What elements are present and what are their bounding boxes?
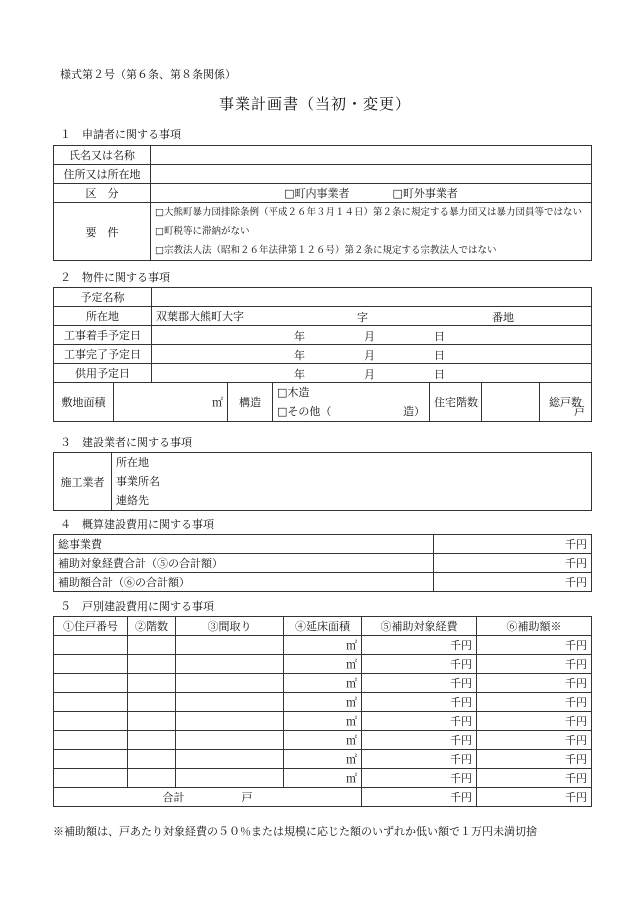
structure-options [273, 383, 429, 421]
out-town-checkbox[interactable]: □町外事業者 [392, 187, 458, 200]
unit-label: ㎡ [346, 677, 357, 690]
month-label: 月 [364, 349, 375, 362]
floors-field[interactable] [128, 731, 176, 750]
floor-area-field[interactable] [284, 655, 362, 674]
unit-label: 千円 [565, 753, 587, 766]
banchi-label: 番地 [492, 311, 514, 324]
unit-label: ㎡ [346, 753, 357, 766]
layout-field[interactable] [176, 693, 284, 712]
table-row [54, 693, 592, 712]
floors-field[interactable] [128, 674, 176, 693]
eligible-cost-field[interactable] [362, 655, 477, 674]
unit-label: 千円 [565, 576, 587, 589]
table-row [54, 326, 592, 345]
col-subsidy: ⑥補助額※ [477, 617, 592, 636]
table-row [54, 203, 592, 261]
table-row [54, 307, 592, 326]
site-area-label: 敷地面積 [54, 383, 114, 422]
floors-field[interactable] [128, 769, 176, 788]
finish-date-label: 工事完了予定日 [54, 345, 152, 364]
unit-cost-table [53, 616, 592, 807]
subsidy-field[interactable] [477, 655, 592, 674]
table-row [54, 184, 592, 203]
floor-area-field[interactable] [284, 712, 362, 731]
layout-field[interactable] [176, 655, 284, 674]
req-tax-checkbox[interactable]: □町税等に滞納がない [155, 226, 250, 237]
unit-no-field[interactable] [54, 712, 128, 731]
col-floor-area: ④延床面積 [284, 617, 362, 636]
table-row [54, 345, 592, 364]
unit-label: 千円 [565, 677, 587, 690]
unit-no-field[interactable] [54, 769, 128, 788]
unit-label: 千円 [450, 639, 472, 652]
address-field[interactable] [151, 165, 592, 184]
table-row [54, 453, 592, 511]
address-label: 住所又は所在地 [54, 165, 151, 184]
day-label: 日 [434, 330, 445, 343]
structure-cell [228, 383, 430, 422]
floor-area-field[interactable] [284, 693, 362, 712]
unit-label: 千円 [565, 658, 587, 671]
location-label: 所在地 [54, 307, 152, 326]
subsidy-total-label: 補助額合計（⑥の合計額） [54, 573, 434, 592]
eligible-cost-field[interactable] [362, 674, 477, 693]
total-row [54, 788, 592, 807]
table-row [54, 288, 592, 307]
units-label: 総戸数 [549, 396, 582, 409]
table-row [54, 165, 592, 184]
unit-label: 千円 [565, 557, 587, 570]
requirements-label: 要 件 [54, 203, 151, 261]
layout-field[interactable] [176, 712, 284, 731]
total-label: 合計 [162, 791, 185, 804]
location-field[interactable] [152, 307, 592, 326]
eligible-cost-field[interactable] [362, 636, 477, 655]
contractor-contact-label: 連絡先 [116, 494, 149, 507]
floors-label: 住宅階数 [430, 383, 482, 422]
start-date-field[interactable] [152, 326, 592, 345]
unit-label: 千円 [565, 734, 587, 747]
req-religious-checkbox[interactable]: □宗教法人法（昭和２６年法律第１２６号）第２条に規定する宗教法人ではない [155, 245, 497, 256]
units-ko: 戸 [574, 405, 585, 418]
day-label: 日 [434, 349, 445, 362]
contractor-fields[interactable] [112, 453, 592, 511]
layout-field[interactable] [176, 674, 284, 693]
subsidy-field[interactable] [477, 750, 592, 769]
unit-label: 千円 [565, 639, 587, 652]
applicant-table [53, 145, 592, 261]
category-label: 区 分 [54, 184, 151, 203]
eligible-cost-field[interactable] [362, 731, 477, 750]
unit-label: 千円 [565, 715, 587, 728]
table-row [54, 364, 592, 383]
section5-heading: ５ 戸別建設費用に関する事項 [60, 600, 214, 613]
unit-label: 千円 [450, 734, 472, 747]
table-row [54, 731, 592, 750]
finish-date-field[interactable] [152, 345, 592, 364]
unit-label: 千円 [450, 658, 472, 671]
subsidy-field[interactable] [477, 712, 592, 731]
month-label: 月 [364, 368, 375, 381]
eligible-cost-label: 補助対象経費合計（⑤の合計額） [54, 554, 434, 573]
in-town-checkbox[interactable]: □町内事業者 [284, 187, 350, 200]
table-row [54, 655, 592, 674]
table-row [54, 750, 592, 769]
use-date-field[interactable] [152, 364, 592, 383]
section4-heading: ４ 概算建設費用に関する事項 [60, 518, 214, 531]
unit-label: 千円 [565, 791, 587, 804]
unit-label: 千円 [565, 772, 587, 785]
zou-label: 造） [403, 405, 425, 418]
table-row [54, 535, 592, 554]
floors-field[interactable] [128, 636, 176, 655]
layout-field[interactable] [176, 750, 284, 769]
eligible-cost-field[interactable] [362, 712, 477, 731]
col-unit-no: ①住戸番号 [54, 617, 128, 636]
subsidy-field[interactable] [477, 636, 592, 655]
floor-area-field[interactable] [284, 750, 362, 769]
eligible-cost-field[interactable] [362, 693, 477, 712]
table-row [54, 636, 592, 655]
unit-label: ㎡ [346, 772, 357, 785]
total-cost-label: 総事業費 [54, 535, 434, 554]
unit-label: 千円 [565, 696, 587, 709]
floor-area-field[interactable] [284, 731, 362, 750]
unit-label: ㎡ [346, 639, 357, 652]
contractor-table [53, 452, 592, 511]
contractor-office-label: 事業所名 [116, 475, 160, 488]
unit-label: 千円 [450, 753, 472, 766]
floors-field[interactable] [128, 712, 176, 731]
eligible-cost-field[interactable] [362, 769, 477, 788]
use-date-label: 供用予定日 [54, 364, 152, 383]
site-area-field[interactable] [114, 383, 228, 422]
layout-field[interactable] [176, 731, 284, 750]
unit-label: 千円 [450, 677, 472, 690]
contractor-label: 施工業者 [54, 453, 112, 511]
unit-label: ㎡ [346, 696, 357, 709]
subsidy-field[interactable] [477, 731, 592, 750]
sqm-unit: ㎡ [212, 396, 223, 409]
planned-name-field[interactable] [152, 288, 592, 307]
section3-heading: ３ 建設業者に関する事項 [60, 436, 192, 449]
layout-field[interactable] [176, 636, 284, 655]
month-label: 月 [364, 330, 375, 343]
wood-checkbox[interactable]: □木造 [277, 386, 310, 399]
requirements-cell [151, 203, 592, 261]
unit-label: 千円 [565, 538, 587, 551]
req-antigang-checkbox[interactable]: □大熊町暴力団排除条例（平成２６年３月１４日）第２条に規定する暴力団又は暴力団員等ではない [155, 207, 582, 218]
floor-area-field[interactable] [284, 769, 362, 788]
section2-heading: ２ 物件に関する事項 [60, 271, 170, 284]
total-cost-field[interactable] [434, 535, 592, 554]
floors-field[interactable] [128, 655, 176, 674]
unit-label: 千円 [450, 715, 472, 728]
unit-label: 千円 [450, 791, 472, 804]
property-table [53, 287, 592, 422]
section1-heading: １ 申請者に関する事項 [60, 128, 181, 141]
col-layout: ③間取り [176, 617, 284, 636]
structure-label: 構造 [228, 383, 273, 421]
page-title: 事業計画書（当初・変更） [218, 95, 411, 113]
year-label: 年 [294, 368, 305, 381]
table-row [54, 769, 592, 788]
day-label: 日 [434, 368, 445, 381]
unit-no-field[interactable] [54, 655, 128, 674]
unit-label: ㎡ [346, 734, 357, 747]
subsidy-field[interactable] [477, 693, 592, 712]
form-number: 様式第２号（第６条、第８条関係） [60, 68, 236, 81]
eligible-cost-field[interactable] [434, 554, 592, 573]
floor-area-field[interactable] [284, 636, 362, 655]
start-date-label: 工事着手予定日 [54, 326, 152, 345]
other-structure-checkbox[interactable]: □その他（ [277, 405, 332, 418]
year-label: 年 [294, 349, 305, 362]
floors-field[interactable] [482, 383, 540, 422]
table-row [54, 712, 592, 731]
unit-label: ㎡ [346, 658, 357, 671]
floor-area-field[interactable] [284, 674, 362, 693]
table-row [54, 573, 592, 592]
eligible-cost-field[interactable] [362, 750, 477, 769]
planned-name-label: 予定名称 [54, 288, 152, 307]
layout-field[interactable] [176, 769, 284, 788]
year-label: 年 [294, 330, 305, 343]
subsidy-field[interactable] [477, 674, 592, 693]
table-row [54, 554, 592, 573]
floors-field[interactable] [128, 750, 176, 769]
floors-field[interactable] [128, 693, 176, 712]
table-row [54, 674, 592, 693]
name-field[interactable] [151, 146, 592, 165]
unit-no-field[interactable] [54, 693, 128, 712]
unit-no-field[interactable] [54, 636, 128, 655]
total-label-cell [54, 788, 362, 807]
unit-no-field[interactable] [54, 750, 128, 769]
unit-label: 千円 [450, 696, 472, 709]
name-label: 氏名又は名称 [54, 146, 151, 165]
total-subsidy-field[interactable] [477, 788, 592, 807]
subsidy-total-field[interactable] [434, 573, 592, 592]
table-row [54, 383, 592, 422]
col-eligible-cost: ⑤補助対象経費 [362, 617, 477, 636]
cost-estimate-table [53, 534, 592, 592]
unit-no-field[interactable] [54, 674, 128, 693]
contractor-address-label: 所在地 [116, 456, 149, 469]
table-row [54, 146, 592, 165]
col-floors: ②階数 [128, 617, 176, 636]
subsidy-field[interactable] [477, 769, 592, 788]
unit-label: 千円 [450, 772, 472, 785]
unit-no-field[interactable] [54, 731, 128, 750]
location-prefix: 双葉郡大熊町大字 [156, 310, 244, 323]
table-header-row [54, 617, 592, 636]
footnote: ※補助額は、戸あたり対象経費の５０％または規模に応じた額のいずれか低い額で１万円未満切捨 [53, 825, 537, 838]
category-options [151, 184, 592, 203]
unit-label: ㎡ [346, 715, 357, 728]
total-eligible-field[interactable] [362, 788, 477, 807]
aza-label: 字 [357, 311, 368, 324]
total-ko: 戸 [241, 791, 253, 804]
